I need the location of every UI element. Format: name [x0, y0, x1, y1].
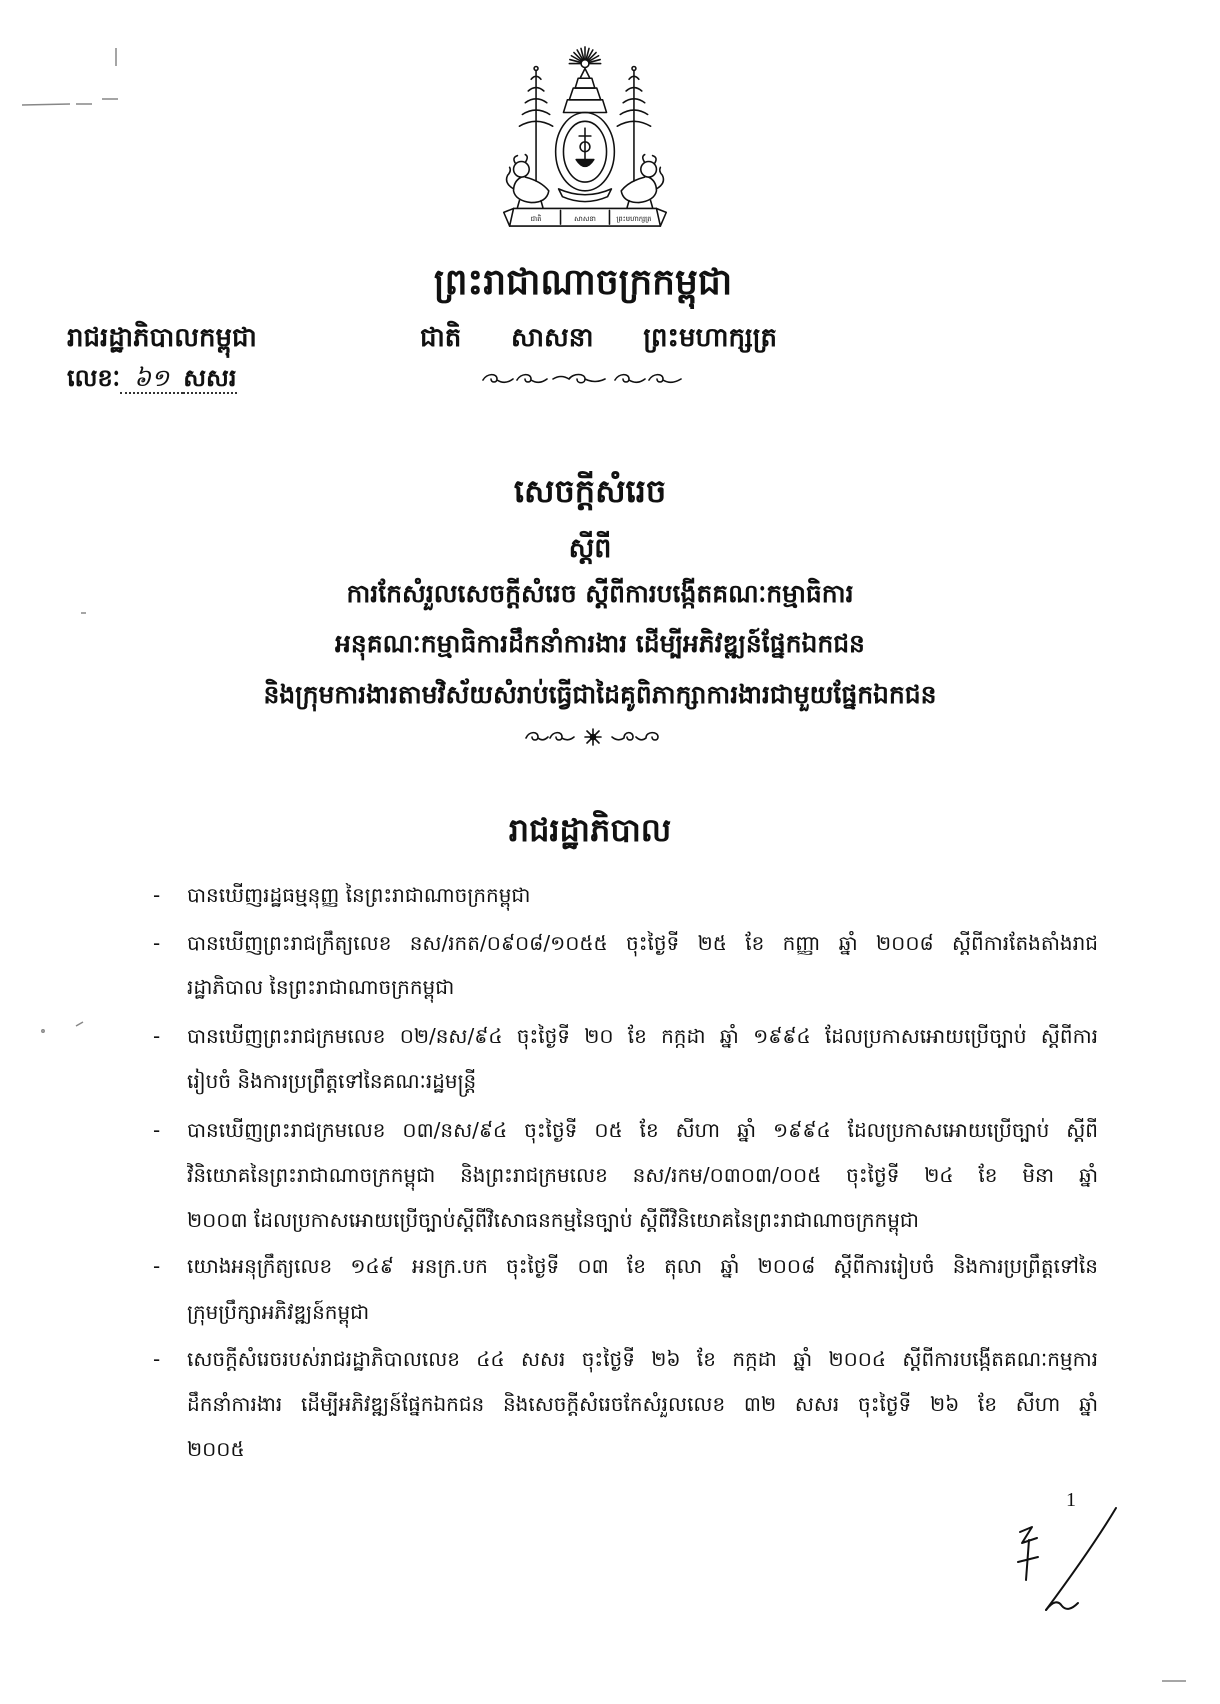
bullet-dash: - [153, 883, 161, 907]
banner-text: សាសនា [574, 215, 596, 224]
motto-word: ជាតិ [420, 323, 462, 353]
bullet-dash: - [153, 931, 161, 955]
sun-rays [569, 47, 600, 68]
consideration-line: យោងអនុក្រឹត្យលេខ ១៤៩ អនក្រ.បក ចុះថ្ងៃទី ០៣ ខែ តុលា ឆ្នាំ ២០០៨ ស្តីពីការរៀបចំ និងការប្រព្រឹត្តទៅនៃ [187, 1254, 1098, 1278]
motto-word: សាសនា [511, 323, 594, 353]
consideration-line: ២០០៣ ដែលប្រកាសអោយប្រើច្បាប់ស្តីពីវិសោធនកម្មនៃច្បាប់ ស្តីពីវិនិយោគនៃព្រះរាជាណាចក្រកម្ពុជា [187, 1208, 919, 1232]
bullet-dash: - [153, 1347, 161, 1371]
consideration-line: បានឃើញព្រះរាជក្រមលេខ ០៣/នស/៩៤ ចុះថ្ងៃទី ០៥ ខែ សីហា ឆ្នាំ ១៩៩៤ ដែលប្រកាសអោយប្រើច្បាប់ ស្តីពី [187, 1118, 1098, 1142]
bullet-dash: - [153, 1118, 161, 1142]
consideration-line: រដ្ឋាភិបាល នៃព្រះរាជាណាចក្រកម្ពុជា [187, 975, 455, 999]
consideration-line: វិនិយោគនៃព្រះរាជាណាចក្រកម្ពុជា និងព្រះរាជក្រមលេខ នស/រកម/០៣០៣/០០៥ ចុះថ្ងៃទី ២៤ ខែ មិនា ឆ្នាំ [187, 1163, 1098, 1187]
kingdom-title: ព្រះរាជាណាចក្រកម្ពុជា [433, 262, 733, 303]
national-motto [420, 317, 777, 359]
banner-text: ព្រះមហាក្សត្រ [616, 215, 652, 224]
parasol-right [617, 67, 650, 182]
government-name: រាជរដ្ឋាភិបាលកម្ពុជា [67, 323, 257, 353]
consideration-line: ក្រុមប្រឹក្សាអភិវឌ្ឍន៍កម្ពុជា [187, 1300, 370, 1324]
lion-right [621, 155, 663, 208]
bullet-dash: - [153, 1254, 161, 1278]
consideration-line: សេចក្តីសំរេចរបស់រាជរដ្ឋាភិបាលលេខ ៤៤ សសរ ចុះថ្ងៃទី ២៦ ខែ កក្កដា ឆ្នាំ ២០០៤ ស្តីពីការបង្កើតគណៈកម្មការ [187, 1347, 1098, 1371]
coat-of-arms-icon [492, 43, 678, 231]
subject-line: អនុគណៈកម្មាធិការដឹកនាំការងារ ដើម្បីអភិវឌ្ឍន៍ផ្នែកឯកជន [335, 629, 865, 658]
lion-left [507, 155, 549, 208]
document-title: សេចក្តីសំរេច [513, 472, 667, 510]
subject-line: និងក្រុមការងារតាមវិស័យសំរាប់ធ្វើជាដៃគូពិភាក្សាការងារជាមួយផ្នែកឯកជន [263, 680, 937, 709]
banner-text: ជាតិ [530, 215, 542, 224]
parasol-left [519, 67, 552, 182]
flower-icon [585, 729, 601, 745]
issuer-heading: រាជរដ្ឋាភិបាល [508, 811, 672, 849]
motto-ornament [481, 371, 684, 387]
subject-line: ការកែសំរួលសេចក្តីសំរេច ស្តីពីការបង្កើតគណៈកម្មាធិការ [346, 579, 854, 608]
reference-number [67, 357, 347, 399]
consideration-line: ២០០៥ [187, 1437, 245, 1461]
reference-suffix: សសរ [183, 364, 237, 392]
reference-label: លេខៈ [67, 364, 121, 392]
reference-handwritten-number: ៦១ [120, 364, 183, 394]
page-number: 1 [1066, 1489, 1076, 1511]
consideration-line: ដឹកនាំការងារ ដើម្បីអភិវឌ្ឍន៍ផ្នែកឯកជន និងសេចក្តីសំរេចកែសំរួលលេខ ៣២ សសរ ចុះថ្ងៃទី ២៦ ខែ សីហា ឆ្នាំ [187, 1392, 1098, 1416]
title-ornament [524, 727, 662, 747]
document-about: ស្តីពី [568, 533, 612, 564]
motto-word: ព្រះមហាក្សត្រ [643, 323, 777, 353]
consideration-line: បានឃើញព្រះរាជក្រមលេខ ០២/នស/៩៤ ចុះថ្ងៃទី ២០ ខែ កក្កដា ឆ្នាំ ១៩៩៤ ដែលប្រកាសអោយប្រើច្បាប់ ស្តីពីការ [187, 1024, 1098, 1048]
consideration-line: បានឃើញរដ្ឋធម្មនុញ្ញ នៃព្រះរាជាណាចក្រកម្ពុជា [187, 883, 531, 907]
shield [556, 113, 615, 202]
consideration-line: រៀបចំ និងការប្រព្រឹត្តទៅនៃគណៈរដ្ឋមន្ត្រី [187, 1069, 477, 1093]
crown [563, 68, 606, 112]
consideration-line: បានឃើញព្រះរាជក្រឹត្យលេខ នស/រកត/០៩០៨/១០៥៥ ចុះថ្ងៃទី ២៥ ខែ កញ្ញា ឆ្នាំ ២០០៨ ស្តីពីការតែងតាំងរាជ [187, 931, 1098, 955]
bullet-dash: - [153, 1024, 161, 1048]
